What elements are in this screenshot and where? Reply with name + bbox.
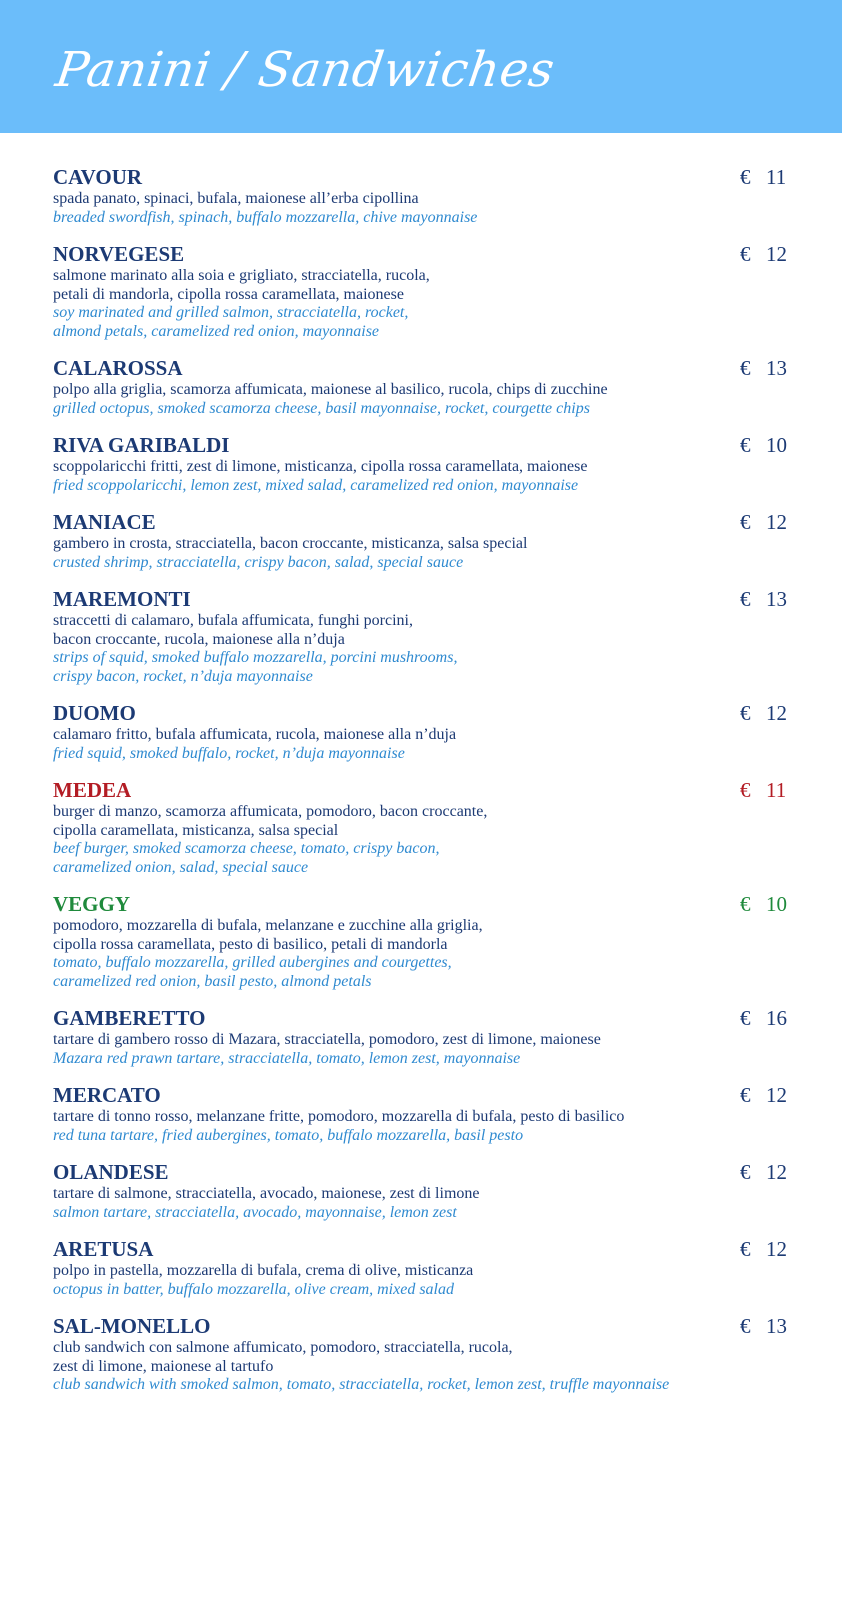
description-line: tartare di salmone, stracciatella, avocado, maionese, zest di limone <box>53 1185 480 1202</box>
item-name: GAMBERETTO <box>53 1006 206 1030</box>
item-description-italian <box>53 612 793 649</box>
item-name: SAL-MONELLO <box>53 1314 211 1338</box>
description-line: soy marinated and grilled salmon, stracciatella, rocket, <box>53 304 409 321</box>
item-price <box>740 1159 787 1185</box>
menu-item <box>53 1005 793 1068</box>
description-line: red tuna tartare, fried aubergines, tomato, buffalo mozzarella, basil pesto <box>53 1126 524 1144</box>
item-description-italian <box>53 1031 793 1050</box>
menu-item <box>53 355 793 418</box>
menu-item <box>53 509 793 572</box>
item-description-italian <box>53 535 793 554</box>
description-line: polpo in pastella, mozzarella di bufala, crema di olive, misticanza <box>53 1262 474 1279</box>
description-line: breaded swordfish, spinach, buffalo mozzarella, chive mayonnaise <box>53 208 478 226</box>
header-banner <box>0 0 842 133</box>
item-price <box>740 509 787 535</box>
description-line: strips of squid, smoked buffalo mozzarella, porcini mushrooms, <box>53 649 458 666</box>
item-name: RIVA GARIBALDI <box>53 433 230 457</box>
menu-item <box>53 432 793 495</box>
price-amount: 12 <box>766 242 787 266</box>
item-description-english <box>53 477 793 496</box>
item-description-english <box>53 840 793 877</box>
currency-symbol: € <box>740 1006 751 1030</box>
currency-symbol: € <box>740 778 751 802</box>
description-line: club sandwich con salmone affumicato, pomodoro, stracciatella, rucola, <box>53 1339 513 1356</box>
item-description-english <box>53 649 793 686</box>
price-amount: 10 <box>766 433 787 457</box>
description-line: salmon tartare, stracciatella, avocado, mayonnaise, lemon zest <box>53 1203 457 1221</box>
price-amount: 12 <box>766 1083 787 1107</box>
currency-symbol: € <box>740 1083 751 1107</box>
menu-item <box>53 241 793 341</box>
description-line: salmone marinato alla soia e grigliato, stracciatella, rucola, <box>53 267 430 284</box>
description-line: fried scoppolaricchi, lemon zest, mixed salad, caramelized red onion, mayonnaise <box>53 476 579 494</box>
menu-list <box>53 164 793 1409</box>
description-line: cipolla rossa caramellata, pesto di basilico, petali di mandorla <box>53 935 448 953</box>
item-description-english <box>53 1127 793 1146</box>
price-amount: 13 <box>766 1314 787 1338</box>
item-description-italian <box>53 190 793 209</box>
item-description-italian <box>53 1262 793 1281</box>
price-amount: 12 <box>766 701 787 725</box>
currency-symbol: € <box>740 356 751 380</box>
menu-item <box>53 586 793 686</box>
description-line: fried squid, smoked buffalo, rocket, n’duja mayonnaise <box>53 744 405 762</box>
currency-symbol: € <box>740 242 751 266</box>
item-description-italian <box>53 803 793 840</box>
description-line: crusted shrimp, stracciatella, crispy bacon, salad, special sauce <box>53 553 464 571</box>
description-line: zest di limone, maionese al tartufo <box>53 1357 274 1375</box>
item-name: NORVEGESE <box>53 242 185 266</box>
description-line: caramelized onion, salad, special sauce <box>53 858 309 876</box>
item-description-english <box>53 1376 793 1395</box>
item-name: MERCATO <box>53 1083 161 1107</box>
description-line: Mazara red prawn tartare, stracciatella, tomato, lemon zest, mayonnaise <box>53 1049 521 1067</box>
item-name: VEGGY <box>53 892 131 916</box>
menu-item <box>53 164 793 227</box>
currency-symbol: € <box>740 1160 751 1184</box>
description-line: caramelized red onion, basil pesto, almond petals <box>53 972 372 990</box>
description-line: club sandwich with smoked salmon, tomato, stracciatella, rocket, lemon zest, truffle mayonnaise <box>53 1376 670 1393</box>
item-description-english <box>53 209 793 228</box>
item-price <box>740 241 787 267</box>
description-line: octopus in batter, buffalo mozzarella, olive cream, mixed salad <box>53 1280 454 1298</box>
item-description-english <box>53 745 793 764</box>
item-name: DUOMO <box>53 701 136 725</box>
currency-symbol: € <box>740 1237 751 1261</box>
currency-symbol: € <box>740 701 751 725</box>
price-amount: 16 <box>766 1006 787 1030</box>
description-line: burger di manzo, scamorza affumicata, pomodoro, bacon croccante, <box>53 803 488 820</box>
item-description-italian <box>53 1339 793 1376</box>
item-price <box>740 777 786 803</box>
description-line: spada panato, spinaci, bufala, maionese all’erba cipollina <box>53 190 419 207</box>
price-amount: 11 <box>766 778 787 802</box>
item-description-english <box>53 554 793 573</box>
price-amount: 10 <box>766 892 787 916</box>
item-description-english <box>53 954 793 991</box>
menu-item <box>53 1236 793 1299</box>
currency-symbol: € <box>740 1314 751 1338</box>
menu-item <box>53 891 793 991</box>
description-line: crispy bacon, rocket, n’duja mayonnaise <box>53 667 313 685</box>
description-line: tartare di gambero rosso di Mazara, stracciatella, pomodoro, zest di limone, maionese <box>53 1031 601 1048</box>
item-description-italian <box>53 458 793 477</box>
item-price <box>740 432 787 458</box>
item-description-english <box>53 1050 793 1069</box>
description-line: pomodoro, mozzarella di bufala, melanzane e zucchine alla griglia, <box>53 917 483 934</box>
description-line: grilled octopus, smoked scamorza cheese, basil mayonnaise, rocket, courgette chips <box>53 399 590 417</box>
item-description-italian <box>53 917 793 954</box>
item-description-italian <box>53 1185 793 1204</box>
description-line: tartare di tonno rosso, melanzane fritte, pomodoro, mozzarella di bufala, pesto di basilico <box>53 1108 625 1125</box>
description-line: bacon croccante, rucola, maionese alla n’duja <box>53 630 345 648</box>
item-price <box>740 355 787 381</box>
price-amount: 13 <box>766 356 787 380</box>
item-description-english <box>53 1204 793 1223</box>
item-description-italian <box>53 1108 793 1127</box>
item-name: CAVOUR <box>53 165 143 189</box>
price-amount: 11 <box>766 165 787 189</box>
item-description-italian <box>53 381 793 400</box>
item-price <box>740 164 786 190</box>
price-amount: 12 <box>766 1160 787 1184</box>
item-description-english <box>53 304 793 341</box>
description-line: calamaro fritto, bufala affumicata, rucola, maionese alla n’duja <box>53 726 457 743</box>
currency-symbol: € <box>740 587 751 611</box>
item-description-english <box>53 400 793 419</box>
item-name: OLANDESE <box>53 1160 169 1184</box>
description-line: tomato, buffalo mozzarella, grilled aubergines and courgettes, <box>53 954 452 971</box>
item-price <box>740 1082 787 1108</box>
item-name: CALAROSSA <box>53 356 183 380</box>
description-line: straccetti di calamaro, bufala affumicata, funghi porcini, <box>53 612 413 629</box>
item-description-italian <box>53 726 793 745</box>
description-line: cipolla caramellata, misticanza, salsa special <box>53 821 339 839</box>
menu-item <box>53 1313 793 1395</box>
currency-symbol: € <box>740 433 751 457</box>
menu-item <box>53 1159 793 1222</box>
description-line: polpo alla griglia, scamorza affumicata, maionese al basilico, rucola, chips di zucchine <box>53 381 608 398</box>
currency-symbol: € <box>740 892 751 916</box>
menu-item <box>53 777 793 877</box>
description-line: petali di mandorla, cipolla rossa caramellata, maionese <box>53 285 404 303</box>
item-price <box>740 586 787 612</box>
item-price <box>740 1005 787 1031</box>
price-amount: 12 <box>766 1237 787 1261</box>
description-line: gambero in crosta, stracciatella, bacon croccante, misticanza, salsa special <box>53 535 528 552</box>
menu-item <box>53 700 793 763</box>
item-name: MAREMONTI <box>53 587 191 611</box>
item-name: MANIACE <box>53 510 156 534</box>
currency-symbol: € <box>740 510 751 534</box>
price-amount: 13 <box>766 587 787 611</box>
item-name: ARETUSA <box>53 1237 154 1261</box>
description-line: almond petals, caramelized red onion, mayonnaise <box>53 322 380 340</box>
menu-item <box>53 1082 793 1145</box>
item-price <box>740 700 787 726</box>
item-description-english <box>53 1281 793 1300</box>
item-price <box>740 1236 787 1262</box>
page-title: Panini / Sandwiches <box>52 42 559 98</box>
price-amount: 12 <box>766 510 787 534</box>
description-line: beef burger, smoked scamorza cheese, tomato, crispy bacon, <box>53 840 440 857</box>
item-price <box>740 1313 787 1339</box>
description-line: scoppolaricchi fritti, zest di limone, misticanza, cipolla rossa caramellata, maionese <box>53 458 588 475</box>
item-name: MEDEA <box>53 778 132 802</box>
currency-symbol: € <box>740 165 751 189</box>
item-description-italian <box>53 267 793 304</box>
item-price <box>740 891 787 917</box>
